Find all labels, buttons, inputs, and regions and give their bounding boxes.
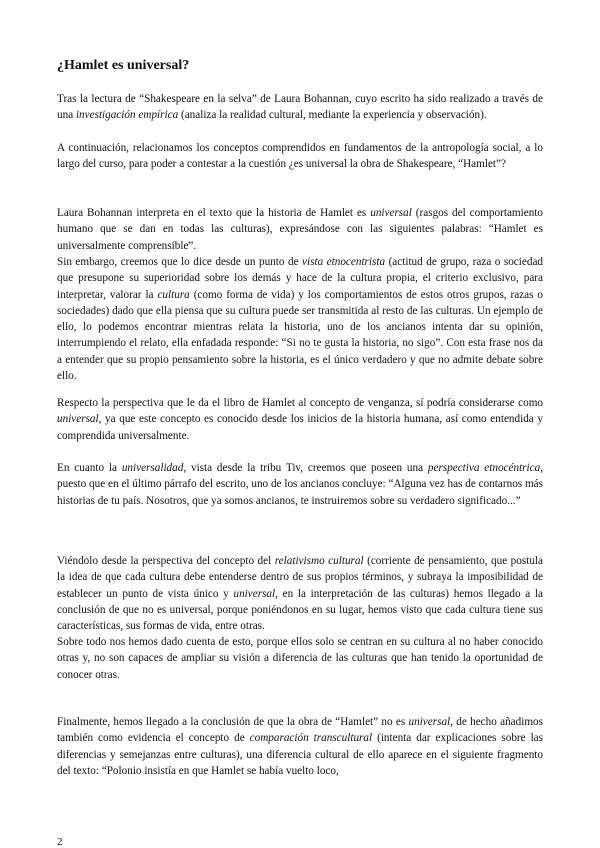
text-run: A continuación, relacionamos los conceptos comprendidos en fundamentos de la antropología social, a lo largo del curso, para poder a contestar a la cuestión ¿es universal la obra de Shakespeare, “Hamlet”? xyxy=(57,142,543,171)
text-run: Respecto la perspectiva que le da el libro de Hamlet al concepto de venganza, sí podría considerarse como xyxy=(57,397,543,409)
paragraph-venganza xyxy=(57,395,543,444)
page-number: 2 xyxy=(57,836,63,848)
emphasis-term: comparación transcultural xyxy=(249,732,373,745)
paragraph-intro xyxy=(57,91,543,124)
emphasis-term: relativismo cultural xyxy=(274,555,364,567)
text-run: Laura Bohannan interpreta en el texto que la historia de Hamlet es xyxy=(57,207,371,219)
text-run: (actitud de grupo, raza o sociedad que presupone su superioridad sobre los demás y hace de la cultura propia, el criterio exclusivo, para interpretar, valorar la xyxy=(57,256,544,301)
emphasis-term: vista etnocentrista xyxy=(302,256,386,268)
text-run: Viéndolo desde la perspectiva del concepto del xyxy=(57,555,275,567)
text-run: (como forma de vida) y los comportamientos de estos otros grupos, razas o sociedades) dado que ella piensa que su cultura puede ser transmitida al resto de las culturas. Un ejemplo de ello, lo podemos encontrar mientras relata la historia, uno de los ancianos intenta dar su opinión, interrumpiendo el relato, ella enfadada responde: “Si no te gusta la historia, no sigo”. Con esta frase nos da a entender que su propio pensamiento sobre la historia, es el único verdadero y que no admite debate sobre ello. xyxy=(57,288,544,383)
text-run: (intenta dar explicaciones sobre las diferencias y semejanzas entre culturas), una diferencia cultural de ello aparece en el siguiente fragmento del texto: “Polonio insistía en que Hamlet se había vuelto loco, xyxy=(57,732,544,777)
text-run: En cuanto la xyxy=(57,462,122,474)
emphasis-term: universal xyxy=(233,587,276,600)
text-run: , en la interpretación de las culturas) hemos llegado a la conclusión de que no es universal, porque poniéndonos en su lugar, hemos visto que cada cultura tiene sus características, sus formas de vida, entre otras. xyxy=(57,587,544,633)
paragraph-bohannan xyxy=(57,205,543,254)
emphasis-term: universal xyxy=(57,413,99,426)
paragraph-relativismo xyxy=(57,553,543,634)
text-run: (corriente de pensamiento, que postula la idea de que cada cultura debe entenderse dentro de sus propios términos, y subraya la imposibilidad de establecer un punto de vista único y xyxy=(57,555,543,600)
emphasis-term: universal xyxy=(370,207,412,219)
text-run: , ya que este concepto es conocido desde los inicios de la historia humana, así como entendida y comprendida universalmente. xyxy=(57,413,543,442)
emphasis-term: universal xyxy=(408,716,451,728)
emphasis-term: cultura xyxy=(157,288,190,301)
text-run: Sin embargo, creemos que lo dice desde un punto de xyxy=(57,256,303,268)
text-run: , de hecho añadimos también como evidencia el concepto de xyxy=(57,716,543,745)
paragraph-finalmente xyxy=(57,714,543,779)
paragraph-question xyxy=(57,140,543,173)
emphasis-term: perspectiva etnocéntrica xyxy=(427,462,541,474)
emphasis-term: universalidad xyxy=(121,462,184,474)
text-run: Tras la lectura de “Shakespeare en la selva” de Laura Bohannan, cuyo escrito ha sido realizado a través de una xyxy=(57,93,543,122)
paragraph-conclusion-a xyxy=(57,634,543,683)
text-run: Sobre todo nos hemos dado cuenta de esto, porque ellos solo se centran en su cultura al no haber conocido otras y, no son capaces de ampliar su visión a diferencia de las culturas que han tenido la oportunidad de conocer otras. xyxy=(57,636,543,681)
emphasis-term: investigación empírica xyxy=(75,109,179,122)
paragraph-universalidad xyxy=(57,460,543,509)
paragraph-etnocentrismo xyxy=(57,254,543,384)
text-run: Finalmente, hemos llegado a la conclusión de que la obra de “Hamlet” no es xyxy=(57,716,409,728)
text-run: , vista desde la tribu Tiv, creemos que poseen una xyxy=(183,462,428,474)
text-run: (rasgos del comportamiento humano que se dan en todas las culturas), expresándose con las siguientes palabras: “Hamlet es universalmente comprensible”. xyxy=(57,207,543,252)
text-run: , puesto que en el último párrafo del escrito, uno de los ancianos concluye: “Alguna vez has de contarnos más historias de tu país. Nosotros, que ya somos ancianos, te instruiremos sobre su verdadero significado...” xyxy=(57,462,543,507)
page-title: ¿Hamlet es universal? xyxy=(57,58,190,73)
text-run: (analiza la realidad cultural, mediante la experiencia y observación). xyxy=(178,109,487,122)
